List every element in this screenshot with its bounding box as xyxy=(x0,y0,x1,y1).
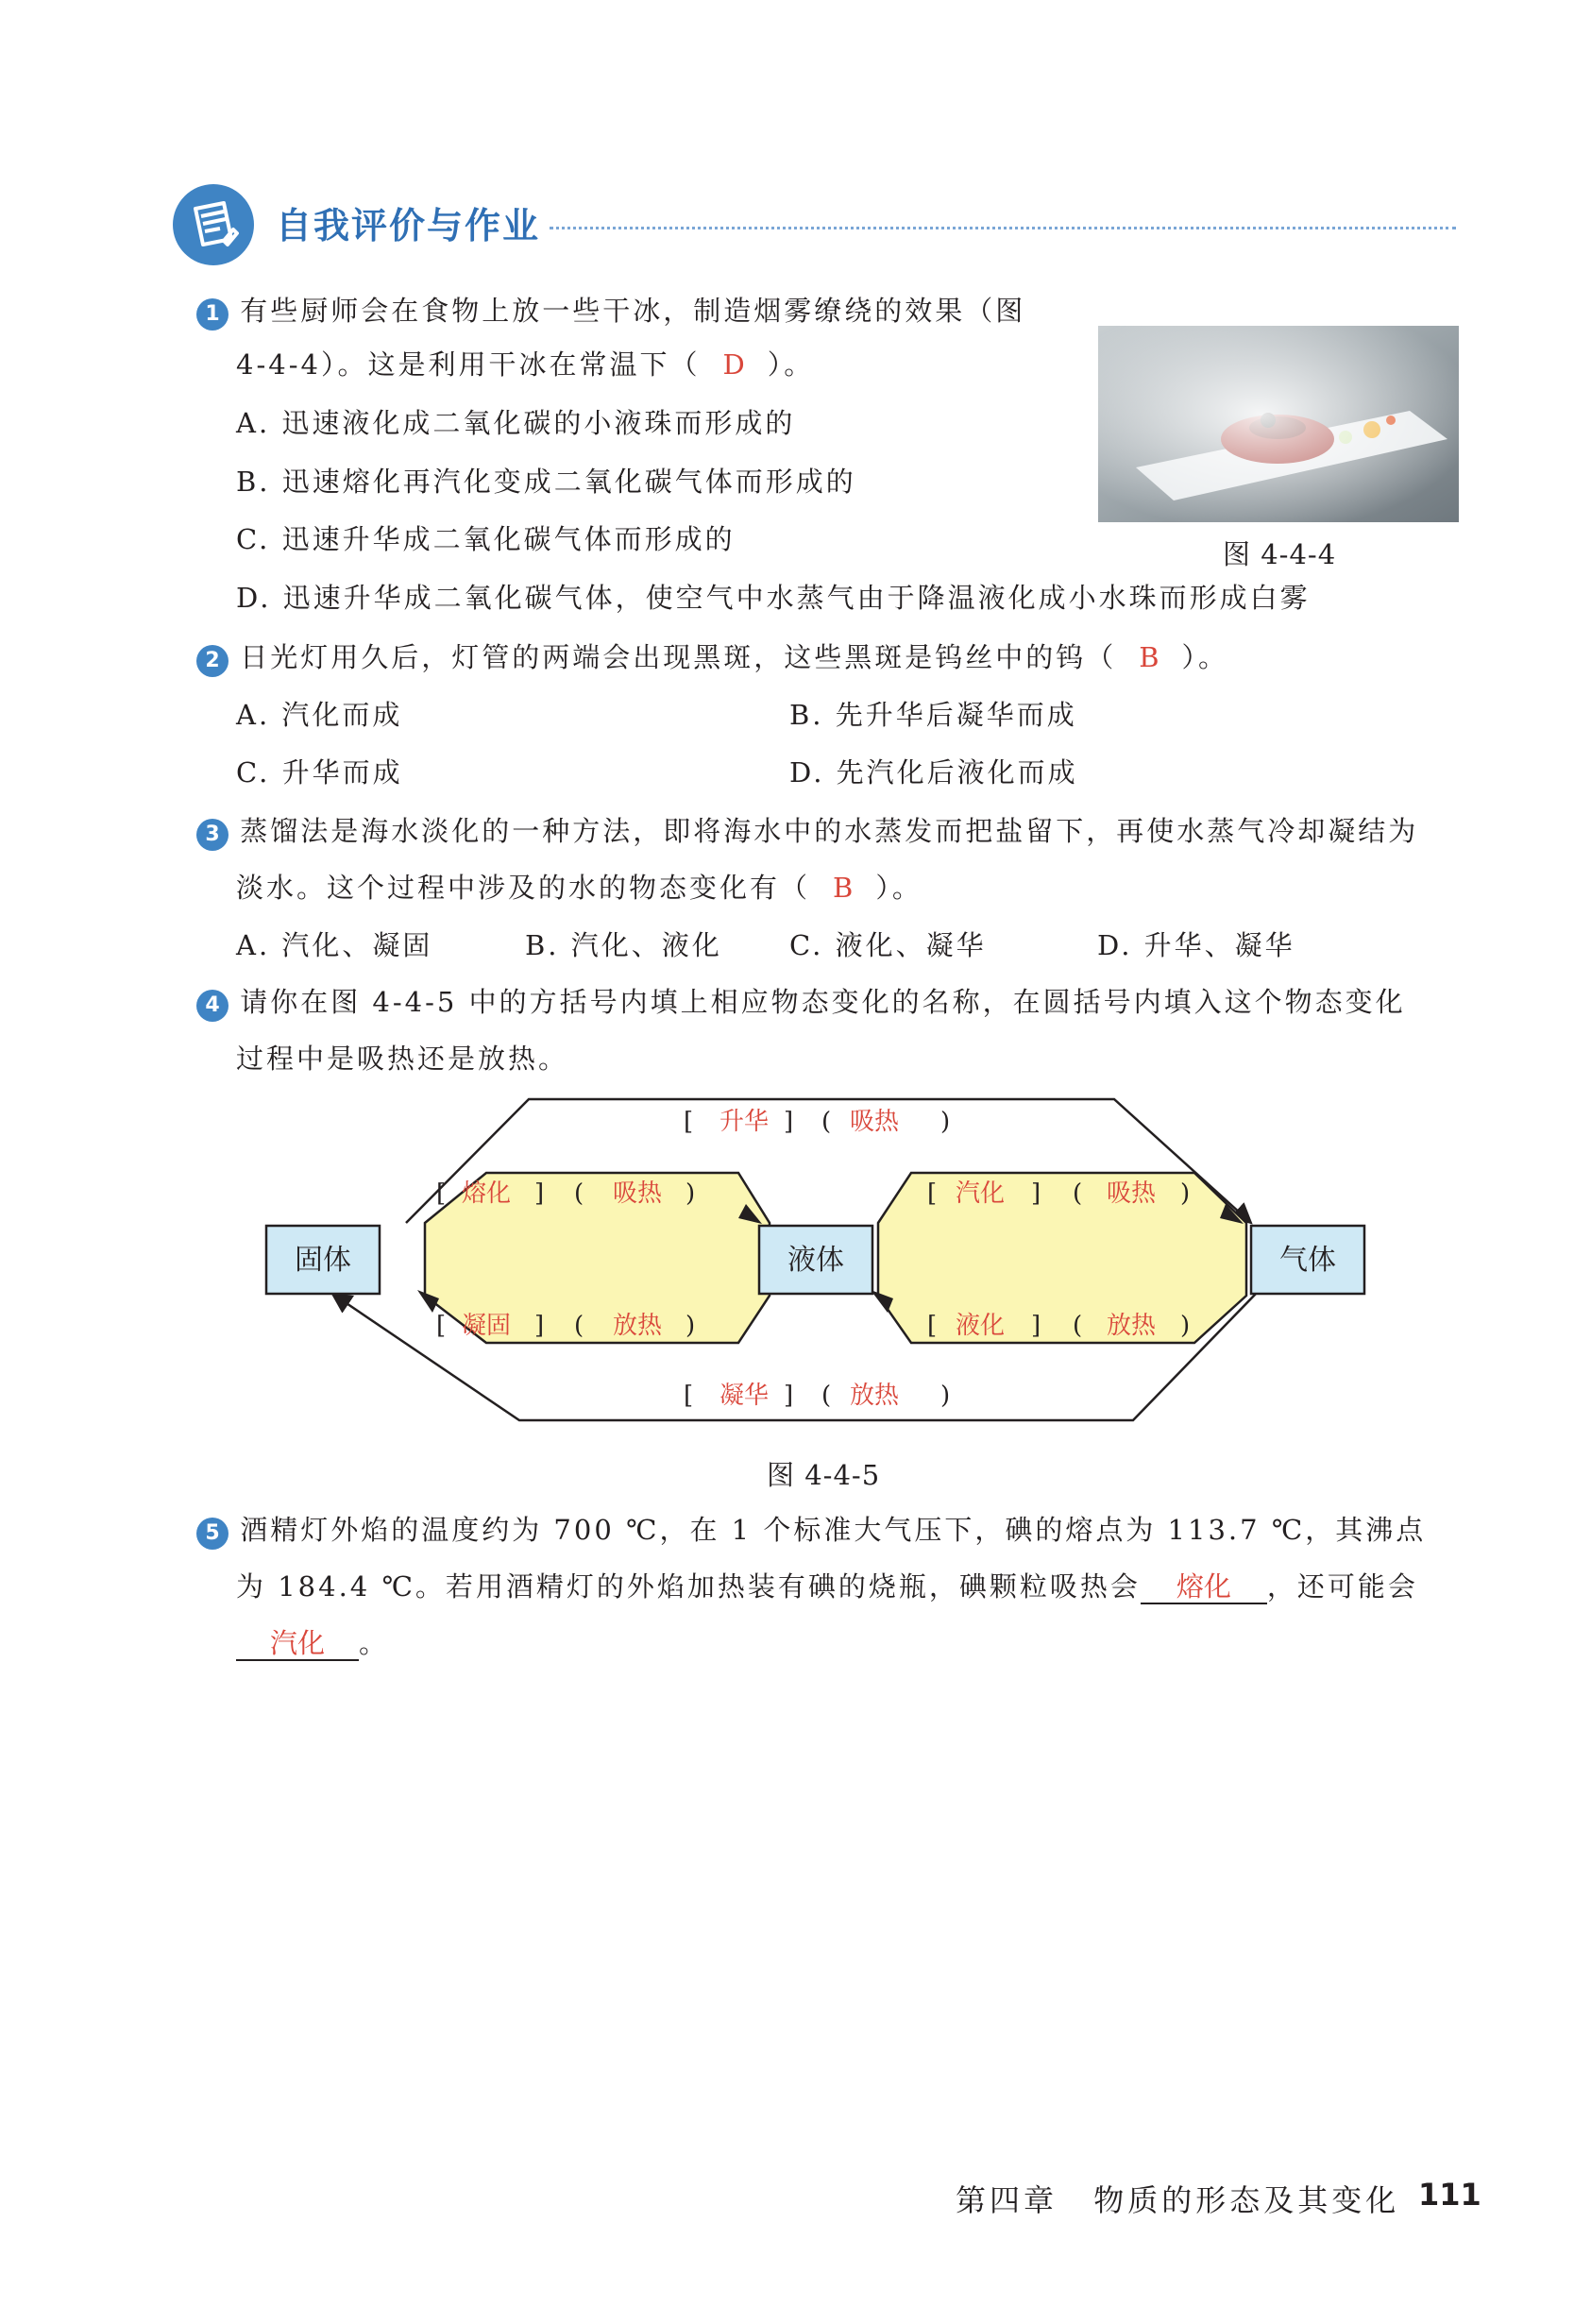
answer-1: D xyxy=(722,348,745,381)
sublimation-name: 升华 xyxy=(719,1108,770,1136)
option-3d: D. 升华、凝华 xyxy=(1097,929,1295,961)
dry-ice-food-photo xyxy=(1098,326,1459,522)
homework-icon xyxy=(173,184,254,265)
svg-text:): ) xyxy=(685,1179,696,1208)
option-2b: B. 先升华后凝华而成 xyxy=(789,699,1077,731)
svg-text:): ) xyxy=(685,1312,696,1340)
question-4-line1: 4 请你在图 4-4-5 中的方括号内填上相应物态变化的名称，在圆括号内填入这个物态变化 xyxy=(196,983,1406,1022)
question-number-3: 3 xyxy=(196,819,228,851)
option-2a: A. 汽化而成 xyxy=(236,699,403,731)
liquid-label: 液体 xyxy=(787,1244,844,1277)
melting-heat: 吸热 xyxy=(612,1179,663,1208)
answer-blank-1: 熔化 xyxy=(1141,1570,1267,1604)
deposition-name: 凝华 xyxy=(719,1382,770,1410)
state-change-diagram xyxy=(255,1086,1369,1445)
section-title: 自我评价与作业 xyxy=(276,205,541,246)
option-1a: A. 迅速液化成二氧化碳的小液珠而形成的 xyxy=(236,407,796,439)
svg-text:[: [ xyxy=(436,1312,447,1340)
question-2-stem: 2 日光灯用久后，灯管的两端会出现黑斑，这些黑斑是钨丝中的钨（ B ）。 xyxy=(196,638,1228,677)
freezing-heat: 放热 xyxy=(612,1312,663,1340)
question-number-1: 1 xyxy=(196,298,228,331)
melting-name: 熔化 xyxy=(461,1179,512,1208)
option-3c: C. 液化、凝华 xyxy=(789,929,987,961)
svg-text:): ) xyxy=(1180,1179,1191,1208)
svg-text:(: ( xyxy=(821,1108,832,1136)
svg-text:[: [ xyxy=(684,1108,694,1136)
svg-text:]: ] xyxy=(1031,1179,1041,1208)
vaporization-name: 汽化 xyxy=(955,1179,1006,1208)
question-1-line1: 1 有些厨师会在食物上放一些干冰，制造烟雾缭绕的效果（图 xyxy=(196,292,1025,331)
svg-text:[: [ xyxy=(684,1382,694,1410)
svg-text:): ) xyxy=(940,1382,951,1410)
svg-text:]: ] xyxy=(784,1108,794,1136)
option-1c: C. 迅速升华成二氧化碳气体而形成的 xyxy=(236,523,736,555)
sublimation-heat: 吸热 xyxy=(849,1108,900,1136)
svg-text:[: [ xyxy=(927,1312,938,1340)
answer-blank-2: 汽化 xyxy=(236,1627,359,1661)
svg-text:(: ( xyxy=(574,1179,584,1208)
deposition-heat: 放热 xyxy=(849,1382,900,1410)
footer-chapter: 第四章 物质的形态及其变化 xyxy=(956,2182,1400,2218)
figure-caption-4-4-4: 图 4-4-4 xyxy=(1223,538,1337,570)
figure-caption-4-4-5: 图 4-4-5 xyxy=(767,1459,881,1491)
question-5-line1: 5 酒精灯外焰的温度约为 700 ℃，在 1 个标准大气压下，碘的熔点为 113.7 ℃，其沸点 xyxy=(196,1511,1426,1550)
svg-text:[: [ xyxy=(927,1179,938,1208)
svg-text:[: [ xyxy=(436,1179,447,1208)
option-3a: A. 汽化、凝固 xyxy=(236,929,433,961)
svg-text:]: ] xyxy=(1031,1312,1041,1340)
svg-text:): ) xyxy=(1180,1312,1191,1340)
freezing-name: 凝固 xyxy=(461,1312,512,1340)
question-number-2: 2 xyxy=(196,645,228,677)
condensation-name: 液化 xyxy=(955,1312,1006,1340)
svg-text:(: ( xyxy=(574,1312,584,1340)
vaporization-heat: 吸热 xyxy=(1106,1179,1157,1208)
svg-text:(: ( xyxy=(1073,1179,1083,1208)
question-number-5: 5 xyxy=(196,1518,228,1550)
gas-label: 气体 xyxy=(1279,1244,1336,1277)
solid-label: 固体 xyxy=(295,1244,351,1277)
page-number: 111 xyxy=(1418,2177,1481,2213)
question-4-line2: 过程中是吸热还是放热。 xyxy=(236,1043,569,1075)
svg-text:]: ] xyxy=(784,1382,794,1410)
question-5-line2: 为 184.4 ℃。若用酒精灯的外焰加热装有碘的烧瓶，碘颗粒吸热会 熔化 ，还可能会 xyxy=(236,1570,1418,1603)
option-2c: C. 升华而成 xyxy=(236,756,403,789)
svg-text:]: ] xyxy=(534,1312,545,1340)
option-2d: D. 先汽化后液化而成 xyxy=(789,756,1078,789)
svg-text:]: ] xyxy=(534,1179,545,1208)
svg-text:(: ( xyxy=(821,1382,832,1410)
svg-text:(: ( xyxy=(1073,1312,1083,1340)
question-number-4: 4 xyxy=(196,990,228,1022)
option-3b: B. 汽化、液化 xyxy=(525,929,722,961)
answer-2: B xyxy=(1139,641,1159,673)
condensation-heat: 放热 xyxy=(1106,1312,1157,1340)
question-1-line2: 4-4-4）。这是利用干冰在常温下（ D ）。 xyxy=(236,348,815,381)
answer-3: B xyxy=(833,872,854,904)
svg-text:): ) xyxy=(940,1108,951,1136)
title-divider xyxy=(550,227,1456,229)
question-5-line3: 汽化 。 xyxy=(236,1624,389,1662)
footer-chapter-title: 物质的形态及其变化 xyxy=(1093,2182,1400,2218)
option-1d: D. 迅速升华成二氧化碳气体，使空气中水蒸气由于降温液化成小水珠而形成白雾 xyxy=(236,582,1311,614)
question-3-line1: 3 蒸馏法是海水淡化的一种方法，即将海水中的水蒸发而把盐留下，再使水蒸气冷却凝结为 xyxy=(196,812,1418,851)
option-1b: B. 迅速熔化再汽化变成二氧化碳气体而形成的 xyxy=(236,466,856,498)
question-3-line2: 淡水。这个过程中涉及的水的物态变化有（ B ）。 xyxy=(236,872,922,904)
